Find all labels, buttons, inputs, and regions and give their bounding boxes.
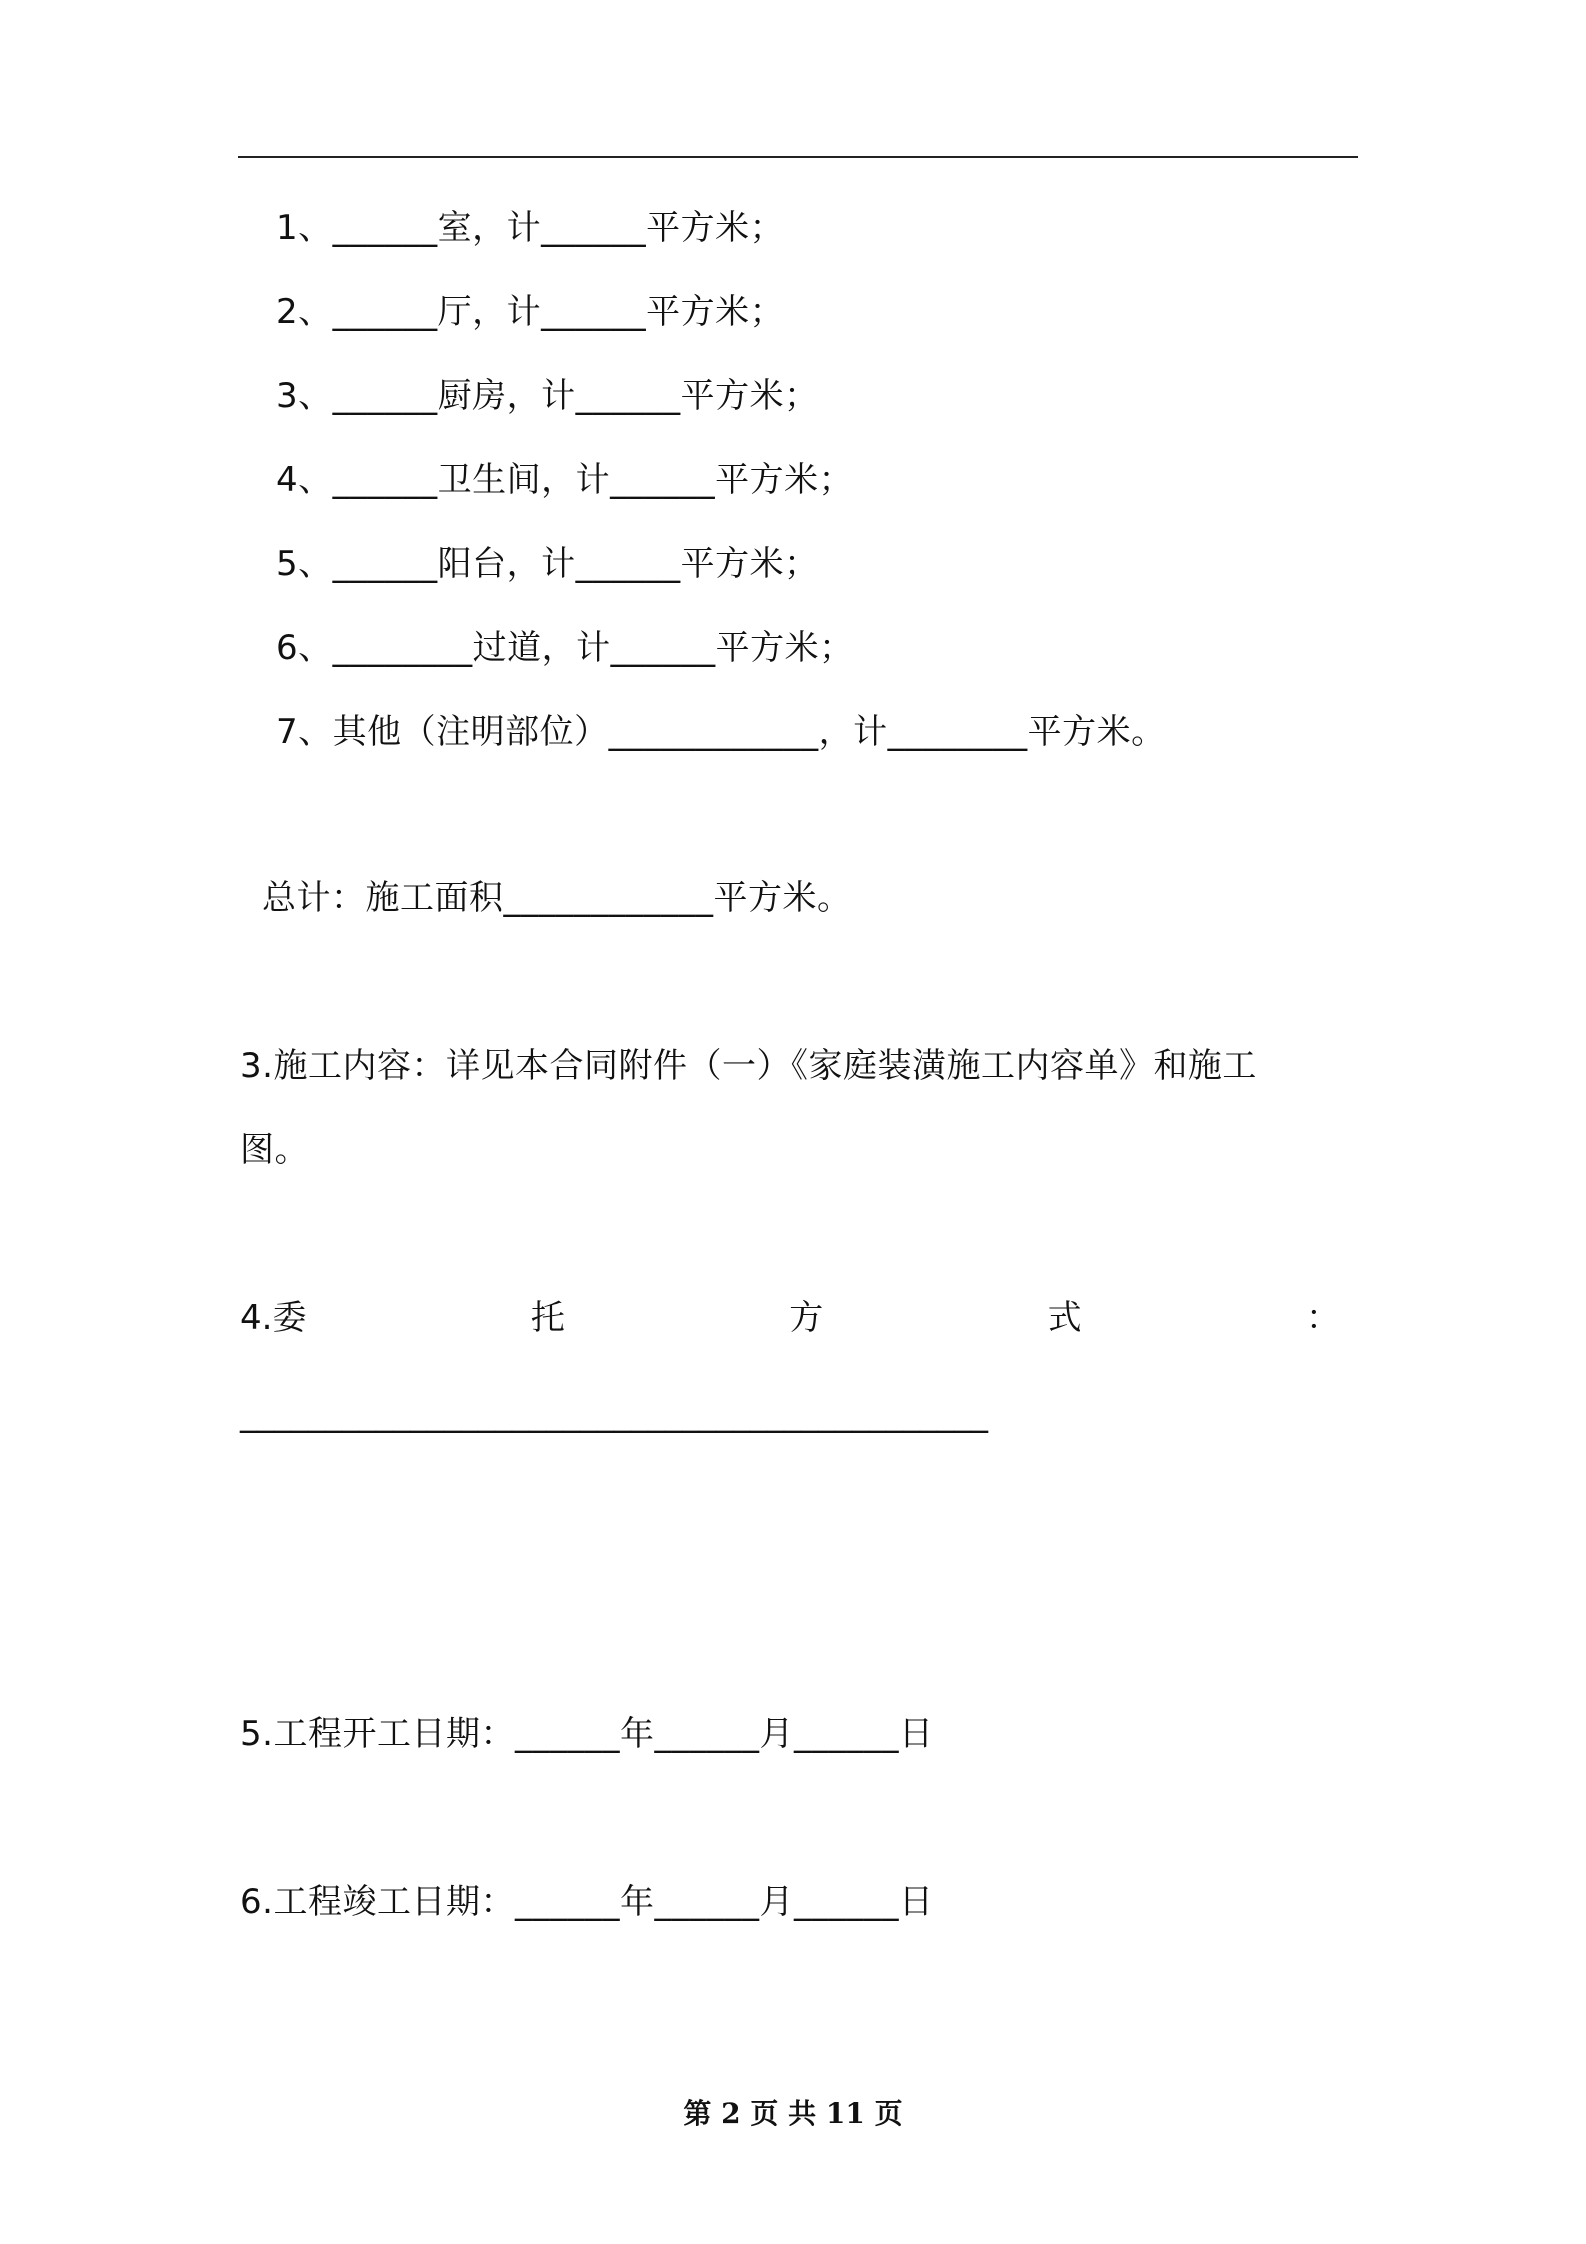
- construction-content-line-2: 图。: [240, 1130, 309, 1170]
- area-item-corridor: 6、________过道，计______平方米；: [276, 628, 854, 668]
- area-item-balcony: 5、______阳台，计______平方米；: [276, 544, 819, 584]
- entrust-method-blank: ____________________________________________: [240, 1394, 988, 1434]
- area-item-hall: 2、______厅，计______平方米；: [276, 292, 785, 332]
- entrust-word-4: 式: [1047, 1298, 1082, 1338]
- area-item-room: 1、______室，计______平方米；: [276, 208, 785, 248]
- construction-content-line-1: 3.施工内容：详见本合同附件（一）《家庭装潢施工内容单》和施工: [240, 1046, 1257, 1086]
- page-number-footer: 第 2 页 共 11 页: [683, 2097, 903, 2130]
- entrust-word-1: 4.委: [240, 1298, 307, 1338]
- entrust-word-3: 方: [789, 1298, 824, 1338]
- area-item-bathroom: 4、______卫生间，计______平方米；: [276, 460, 854, 500]
- entrust-word-2: 托: [530, 1298, 565, 1338]
- total-area: 总计：施工面积____________平方米。: [262, 878, 852, 918]
- entrust-colon: ：: [1305, 1298, 1340, 1338]
- start-date-line: 5.工程开工日期：______年______月______日: [240, 1714, 934, 1754]
- area-item-kitchen: 3、______厨房，计______平方米；: [276, 376, 819, 416]
- header-rule: [238, 156, 1358, 158]
- area-item-other: 7、其他（注明部位）____________，计________平方米。: [276, 712, 1166, 752]
- entrust-method-heading: [240, 1296, 1340, 1340]
- end-date-line: 6.工程竣工日期：______年______月______日: [240, 1882, 934, 1922]
